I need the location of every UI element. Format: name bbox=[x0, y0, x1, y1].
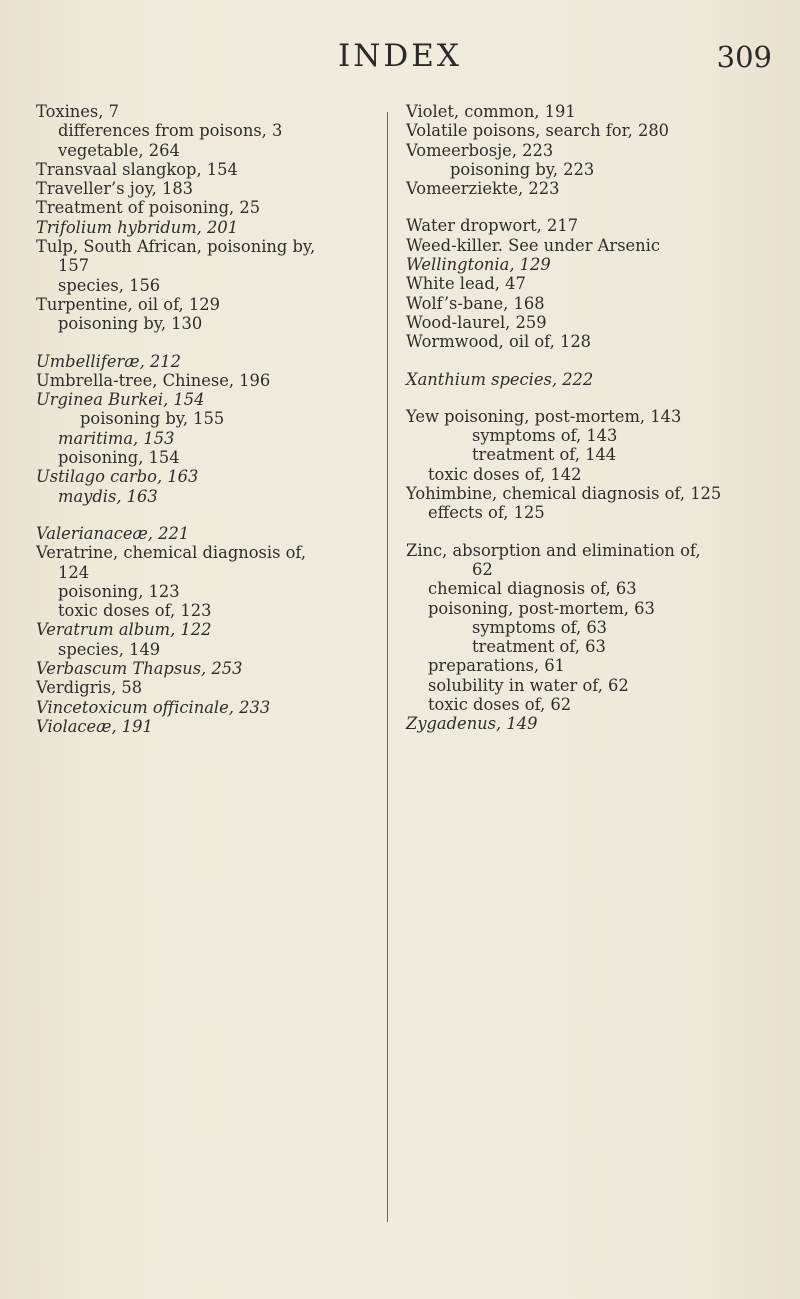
index-subentry: species, 149 bbox=[58, 639, 161, 659]
index-entry: Ustilago carbo, 163 bbox=[36, 467, 199, 487]
index-subentry: 124 bbox=[58, 562, 90, 582]
section-gap bbox=[406, 389, 758, 407]
index-subentry: maritima, 153 bbox=[58, 428, 175, 448]
index-subentry: toxic doses of, 62 bbox=[428, 695, 572, 715]
index-entry: Weed-killer. See under Arsenic bbox=[406, 235, 660, 255]
index-subentry: effects of, 125 bbox=[428, 503, 545, 523]
index-entry: Vomeerziekte, 223 bbox=[406, 179, 560, 199]
index-subentry: toxic doses of, 142 bbox=[428, 464, 582, 484]
index-subentry: vegetable, 264 bbox=[58, 140, 180, 160]
section-gap bbox=[36, 334, 376, 352]
section-gap bbox=[406, 352, 758, 370]
index-subentry: species, 156 bbox=[58, 275, 161, 295]
index-entry: Wellingtonia, 129 bbox=[406, 255, 551, 275]
page-header bbox=[0, 38, 800, 98]
index-entry: Tulp, South African, poisoning by, bbox=[36, 237, 316, 257]
index-subentry: poisoning, 123 bbox=[58, 581, 180, 601]
index-entry: Toxines, 7 bbox=[36, 102, 119, 121]
index-entry: Zygadenus, 149 bbox=[406, 714, 538, 734]
index-entry: Vomeerbosje, 223 bbox=[406, 140, 554, 160]
index-entry: White lead, 47 bbox=[406, 274, 526, 294]
index-subentry: 62 bbox=[472, 559, 493, 579]
index-entry: Wood-laurel, 259 bbox=[406, 312, 547, 332]
page-number: 309 bbox=[716, 40, 772, 74]
index-entry: Yohimbine, chemical diagnosis of, 125 bbox=[406, 484, 722, 504]
index-subentry: poisoning by, 130 bbox=[58, 314, 203, 334]
index-subentry: 157 bbox=[58, 256, 90, 276]
index-subentry: preparations, 61 bbox=[428, 656, 565, 676]
index-subentry: poisoning by, 155 bbox=[80, 409, 225, 429]
index-subentry: chemical diagnosis of, 63 bbox=[428, 579, 637, 599]
column-divider bbox=[387, 112, 388, 1222]
index-entry: Treatment of poisoning, 25 bbox=[36, 198, 261, 218]
index-entry: Wormwood, oil of, 128 bbox=[406, 332, 592, 352]
index-entry: Violaceæ, 191 bbox=[36, 716, 153, 736]
index-subentry: maydis, 163 bbox=[58, 486, 158, 506]
index-entry: Violet, common, 191 bbox=[406, 102, 576, 121]
index-entry: Wolf’s-bane, 168 bbox=[406, 293, 545, 313]
index-subentry: poisoning, 154 bbox=[58, 448, 180, 468]
index-column-left bbox=[36, 102, 376, 736]
section-gap bbox=[406, 523, 758, 541]
index-subentry: symptoms of, 143 bbox=[472, 426, 618, 446]
index-subentry: poisoning by, 223 bbox=[450, 159, 595, 179]
index-entry: Umbelliferæ, 212 bbox=[36, 351, 182, 371]
index-entry: Traveller’s joy, 183 bbox=[36, 179, 194, 199]
index-subentry: differences from poisons, 3 bbox=[58, 121, 283, 141]
index-column-right bbox=[406, 102, 758, 734]
index-subentry: treatment of, 144 bbox=[472, 445, 617, 465]
index-subentry: toxic doses of, 123 bbox=[58, 601, 212, 621]
index-entry: Umbrella-tree, Chinese, 196 bbox=[36, 370, 271, 390]
index-entry: Veratrine, chemical diagnosis of, bbox=[36, 543, 307, 563]
index-entry: Yew poisoning, post-mortem, 143 bbox=[406, 406, 682, 426]
index-entry: Valerianaceæ, 221 bbox=[36, 523, 190, 543]
index-entry: Turpentine, oil of, 129 bbox=[36, 294, 220, 314]
section-gap bbox=[406, 198, 758, 216]
index-entry: Verdigris, 58 bbox=[36, 678, 143, 698]
index-entry: Zinc, absorption and elimination of, bbox=[406, 540, 701, 560]
index-subentry: symptoms of, 63 bbox=[472, 617, 608, 637]
index-entry: Vincetoxicum officinale, 233 bbox=[36, 697, 271, 717]
index-entry: Volatile poisons, search for, 280 bbox=[406, 121, 670, 141]
index-entry: Transvaal slangkop, 154 bbox=[36, 159, 238, 179]
index-entry: Trifolium hybridum, 201 bbox=[36, 217, 239, 237]
index-subentry: poisoning, post-mortem, 63 bbox=[428, 598, 655, 618]
index-entry: Veratrum album, 122 bbox=[36, 620, 212, 640]
index-entry: Xanthium species, 222 bbox=[406, 369, 594, 389]
section-gap bbox=[36, 506, 376, 524]
index-subentry: solubility in water of, 62 bbox=[428, 675, 629, 695]
index-entry: Water dropwort, 217 bbox=[406, 216, 579, 236]
index-entry: Verbascum Thapsus, 253 bbox=[36, 659, 243, 679]
page-title: INDEX bbox=[338, 38, 462, 74]
index-subentry: treatment of, 63 bbox=[472, 637, 606, 657]
index-entry: Urginea Burkei, 154 bbox=[36, 390, 205, 410]
